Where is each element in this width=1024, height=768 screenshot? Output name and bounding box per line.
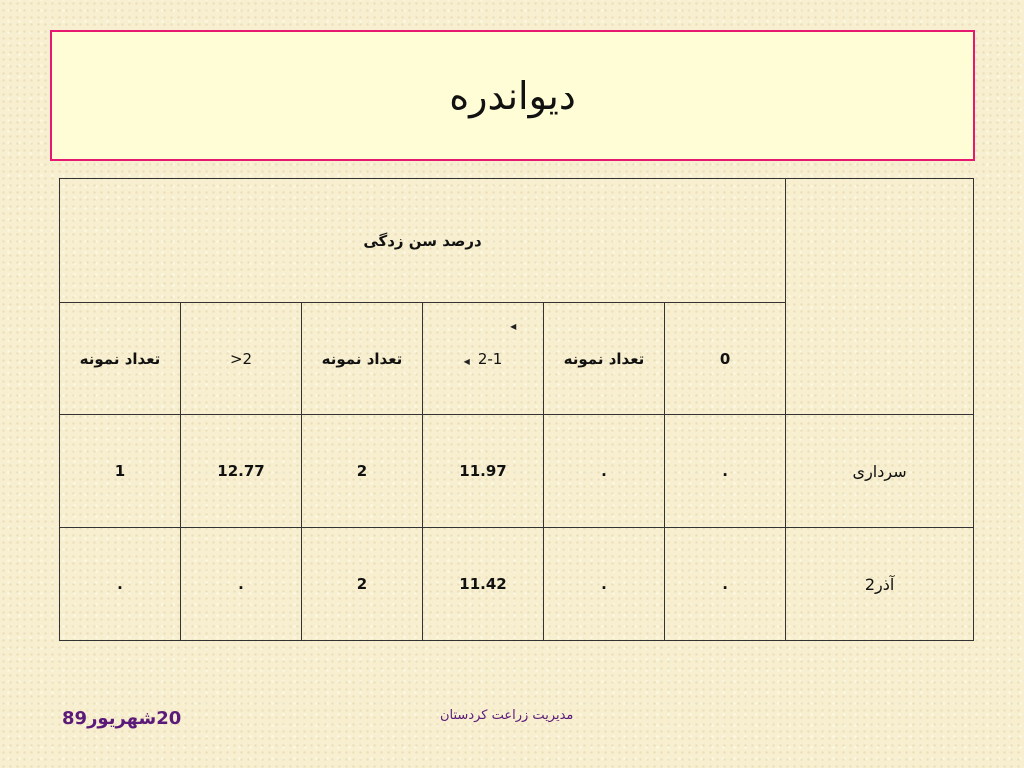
data-table — [59, 178, 974, 641]
title-box — [50, 30, 975, 161]
table-row — [60, 528, 974, 641]
group-header: درصد سن زدگی — [60, 179, 786, 303]
header-sample-count: تعداد نمونه — [60, 303, 181, 415]
cell: . — [665, 415, 786, 528]
table-row — [60, 415, 974, 528]
header-sample-count: تعداد نمونه — [302, 303, 423, 415]
cell: 1 — [60, 415, 181, 528]
cell: 2 — [302, 415, 423, 528]
cell: . — [544, 528, 665, 641]
row-label: آذر2 — [786, 528, 974, 641]
corner-cell — [786, 179, 974, 415]
cell: . — [60, 528, 181, 641]
cell: 11.97 — [423, 415, 544, 528]
row-label: سرداری — [786, 415, 974, 528]
header-sample-count: تعداد نمونه — [544, 303, 665, 415]
cell: 2 — [302, 528, 423, 641]
cell: . — [544, 415, 665, 528]
header-age-over-2 — [181, 303, 302, 415]
table-header-row-group — [60, 179, 974, 303]
header-age-1-2-label: 2-1 — [477, 349, 503, 368]
footer-organization: مدیریت زراعت کردستان — [440, 708, 574, 723]
bullet-icon: ◀ — [510, 321, 517, 331]
bullet-icon: ◀ — [463, 356, 470, 366]
footer-date: 20شهریور89 — [62, 708, 182, 729]
cell: . — [181, 528, 302, 641]
cell: 11.42 — [423, 528, 544, 641]
cell: 12.77 — [181, 415, 302, 528]
slide-title: دیواندره — [449, 73, 576, 118]
cell: . — [665, 528, 786, 641]
header-age-0: 0 — [665, 303, 786, 415]
header-age-1-2 — [423, 303, 544, 415]
header-age-over-2-label: >2 — [229, 349, 253, 368]
